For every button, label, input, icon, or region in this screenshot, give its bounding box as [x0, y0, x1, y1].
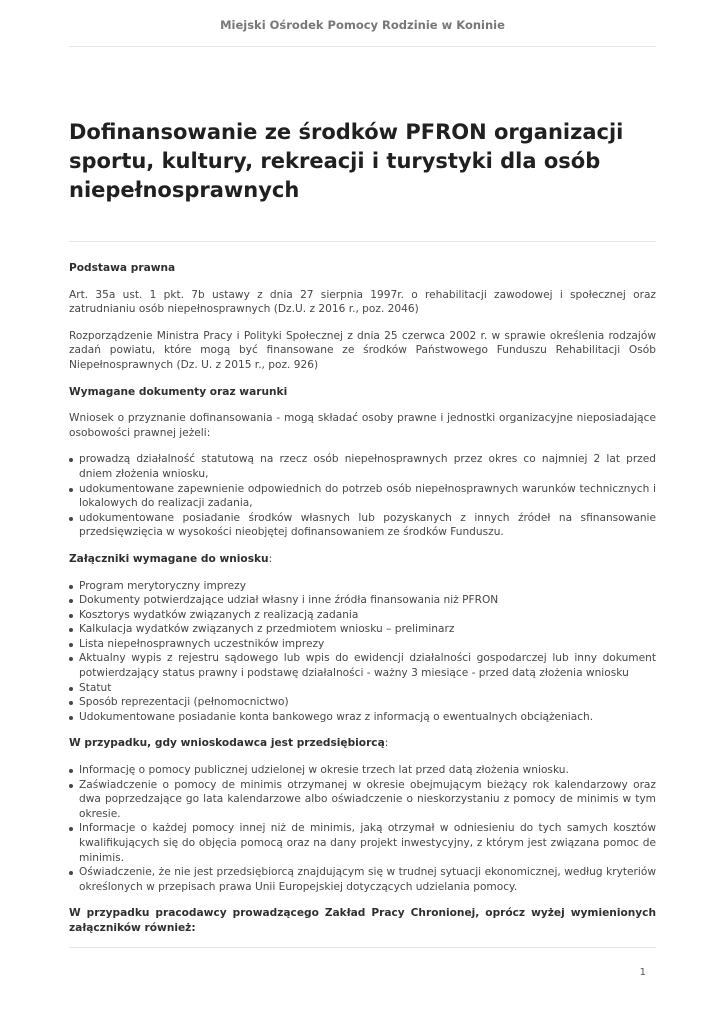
footer-divider	[69, 947, 656, 948]
list-item: Aktualny wypis z rejestru sądowego lub wpis do ewidencji działalności gospodarczej lub inny dokument potwierdzający status prawny i podstawę działalności - ważny 3 miesiące - przed datą złożenia wniosku	[69, 651, 656, 680]
requirements-intro: Wniosek o przyznanie dofinansowania - mogą składać osoby prawne i jednostki organizacyjne nieposiadające osobowości prawnej jeżeli:	[69, 412, 656, 439]
attachments-heading-line	[69, 552, 656, 567]
page-number: 1	[639, 967, 646, 978]
entrepreneur-heading: W przypadku, gdy wnioskodawca jest przedsiębiorcą	[69, 737, 385, 750]
requirements-list	[69, 452, 656, 540]
attachments-heading: Załączniki wymagane do wniosku	[69, 552, 269, 565]
list-item: Program merytoryczny imprezy	[69, 579, 656, 594]
list-item: Zaświadczenie o pomocy de minimis otrzymanej w okresie obejmującym bieżący rok kalendarzowy oraz dwa poprzedzające go lata kalendarzowe albo oświadczenie o nieskorzystaniu z pomocy de minimis w tym okresie.	[69, 778, 656, 822]
page-title: Dofinansowanie ze środków PFRON organizacji sportu, kultury, rekreacji i turystyki dla osób niepełnosprawnych	[69, 120, 624, 202]
heading-colon: :	[191, 921, 196, 934]
list-item: Dokumenty potwierdzające udział własny i inne źródła finansowania niż PFRON	[69, 593, 656, 608]
entrepreneur-heading-line	[69, 736, 656, 751]
list-item: Udokumentowane posiadanie konta bankowego wraz z informacją o ewentualnych obciążeniach.	[69, 710, 656, 725]
attachments-list	[69, 579, 656, 725]
entrepreneur-list	[69, 763, 656, 894]
legal-basis-paragraph: Art. 35a ust. 1 pkt. 7b ustawy z dnia 27 sierpnia 1997r. o rehabilitacji zawodowej i społecznej oraz zatrudnianiu osób niepełnosprawnych (Dz.U. z 2016 r., poz. 2046)	[69, 288, 656, 316]
legal-basis-heading: Podstawa prawna	[69, 262, 176, 274]
list-item: Sposób reprezentacji (pełnomocnictwo)	[69, 695, 656, 710]
list-item: udokumentowane zapewnienie odpowiednich do potrzeb osób niepełnosprawnych warunków technicznych i lokalowych do realizacji zadania,	[69, 482, 656, 511]
zpch-heading-line	[69, 906, 656, 935]
list-item: Kosztorys wydatków związanych z realizacją zadania	[69, 608, 656, 623]
document-body	[69, 261, 656, 936]
list-item: Kalkulacja wydatków związanych z przedmiotem wniosku – preliminarz	[69, 622, 656, 637]
organization-header: Miejski Ośrodek Pomocy Rodzinie w Koninie	[220, 18, 505, 32]
heading-colon: :	[268, 552, 273, 565]
list-item: Informacje o każdej pomocy innej niż de minimis, jaką otrzymał w odniesieniu do tych samych kosztów kwalifikujących się do objęcia pomocą oraz na dany projekt inwestycyjny, z którym jest związana pomoc de minimis.	[69, 821, 656, 865]
title-divider	[69, 241, 656, 242]
header-divider	[69, 46, 656, 47]
list-item: Oświadczenie, że nie jest przedsiębiorcą znajdującym się w trudnej sytuacji ekonomicznej, według kryteriów określonych w przepisach prawa Unii Europejskiej dotyczących udzielania pomocy.	[69, 865, 656, 894]
legal-basis-paragraph: Rozporządzenie Ministra Pracy i Polityki Społecznej z dnia 25 czerwca 2002 r. w sprawie określenia rodzajów zadań powiatu, które mogą być finansowane ze środków Państwowego Funduszu Rehabilitacji Osób Niepełnosprawnych (Dz. U. z 2015 r., poz. 926)	[69, 329, 656, 371]
requirements-heading: Wymagane dokumenty oraz warunki	[69, 385, 288, 398]
list-item: prowadzą działalność statutową na rzecz osób niepełnosprawnych przez okres co najmniej 2 lat przed dniem złożenia wniosku,	[69, 452, 656, 481]
list-item: udokumentowane posiadanie środków własnych lub pozyskanych z innych źródeł na sfinansowanie przedsięwzięcia w wysokości nieobjętej dofinansowaniem ze środków Funduszu.	[69, 511, 656, 540]
list-item: Informację o pomocy publicznej udzielonej w okresie trzech lat przed datą złożenia wniosku.	[69, 763, 656, 778]
list-item: Lista niepełnosprawnych uczestników imprezy	[69, 637, 656, 652]
zpch-heading: W przypadku pracodawcy prowadzącego Zakład Pracy Chronionej, oprócz wyżej wymienionych załączników również	[69, 907, 656, 934]
heading-colon: :	[384, 737, 389, 750]
list-item: Statut	[69, 681, 656, 696]
